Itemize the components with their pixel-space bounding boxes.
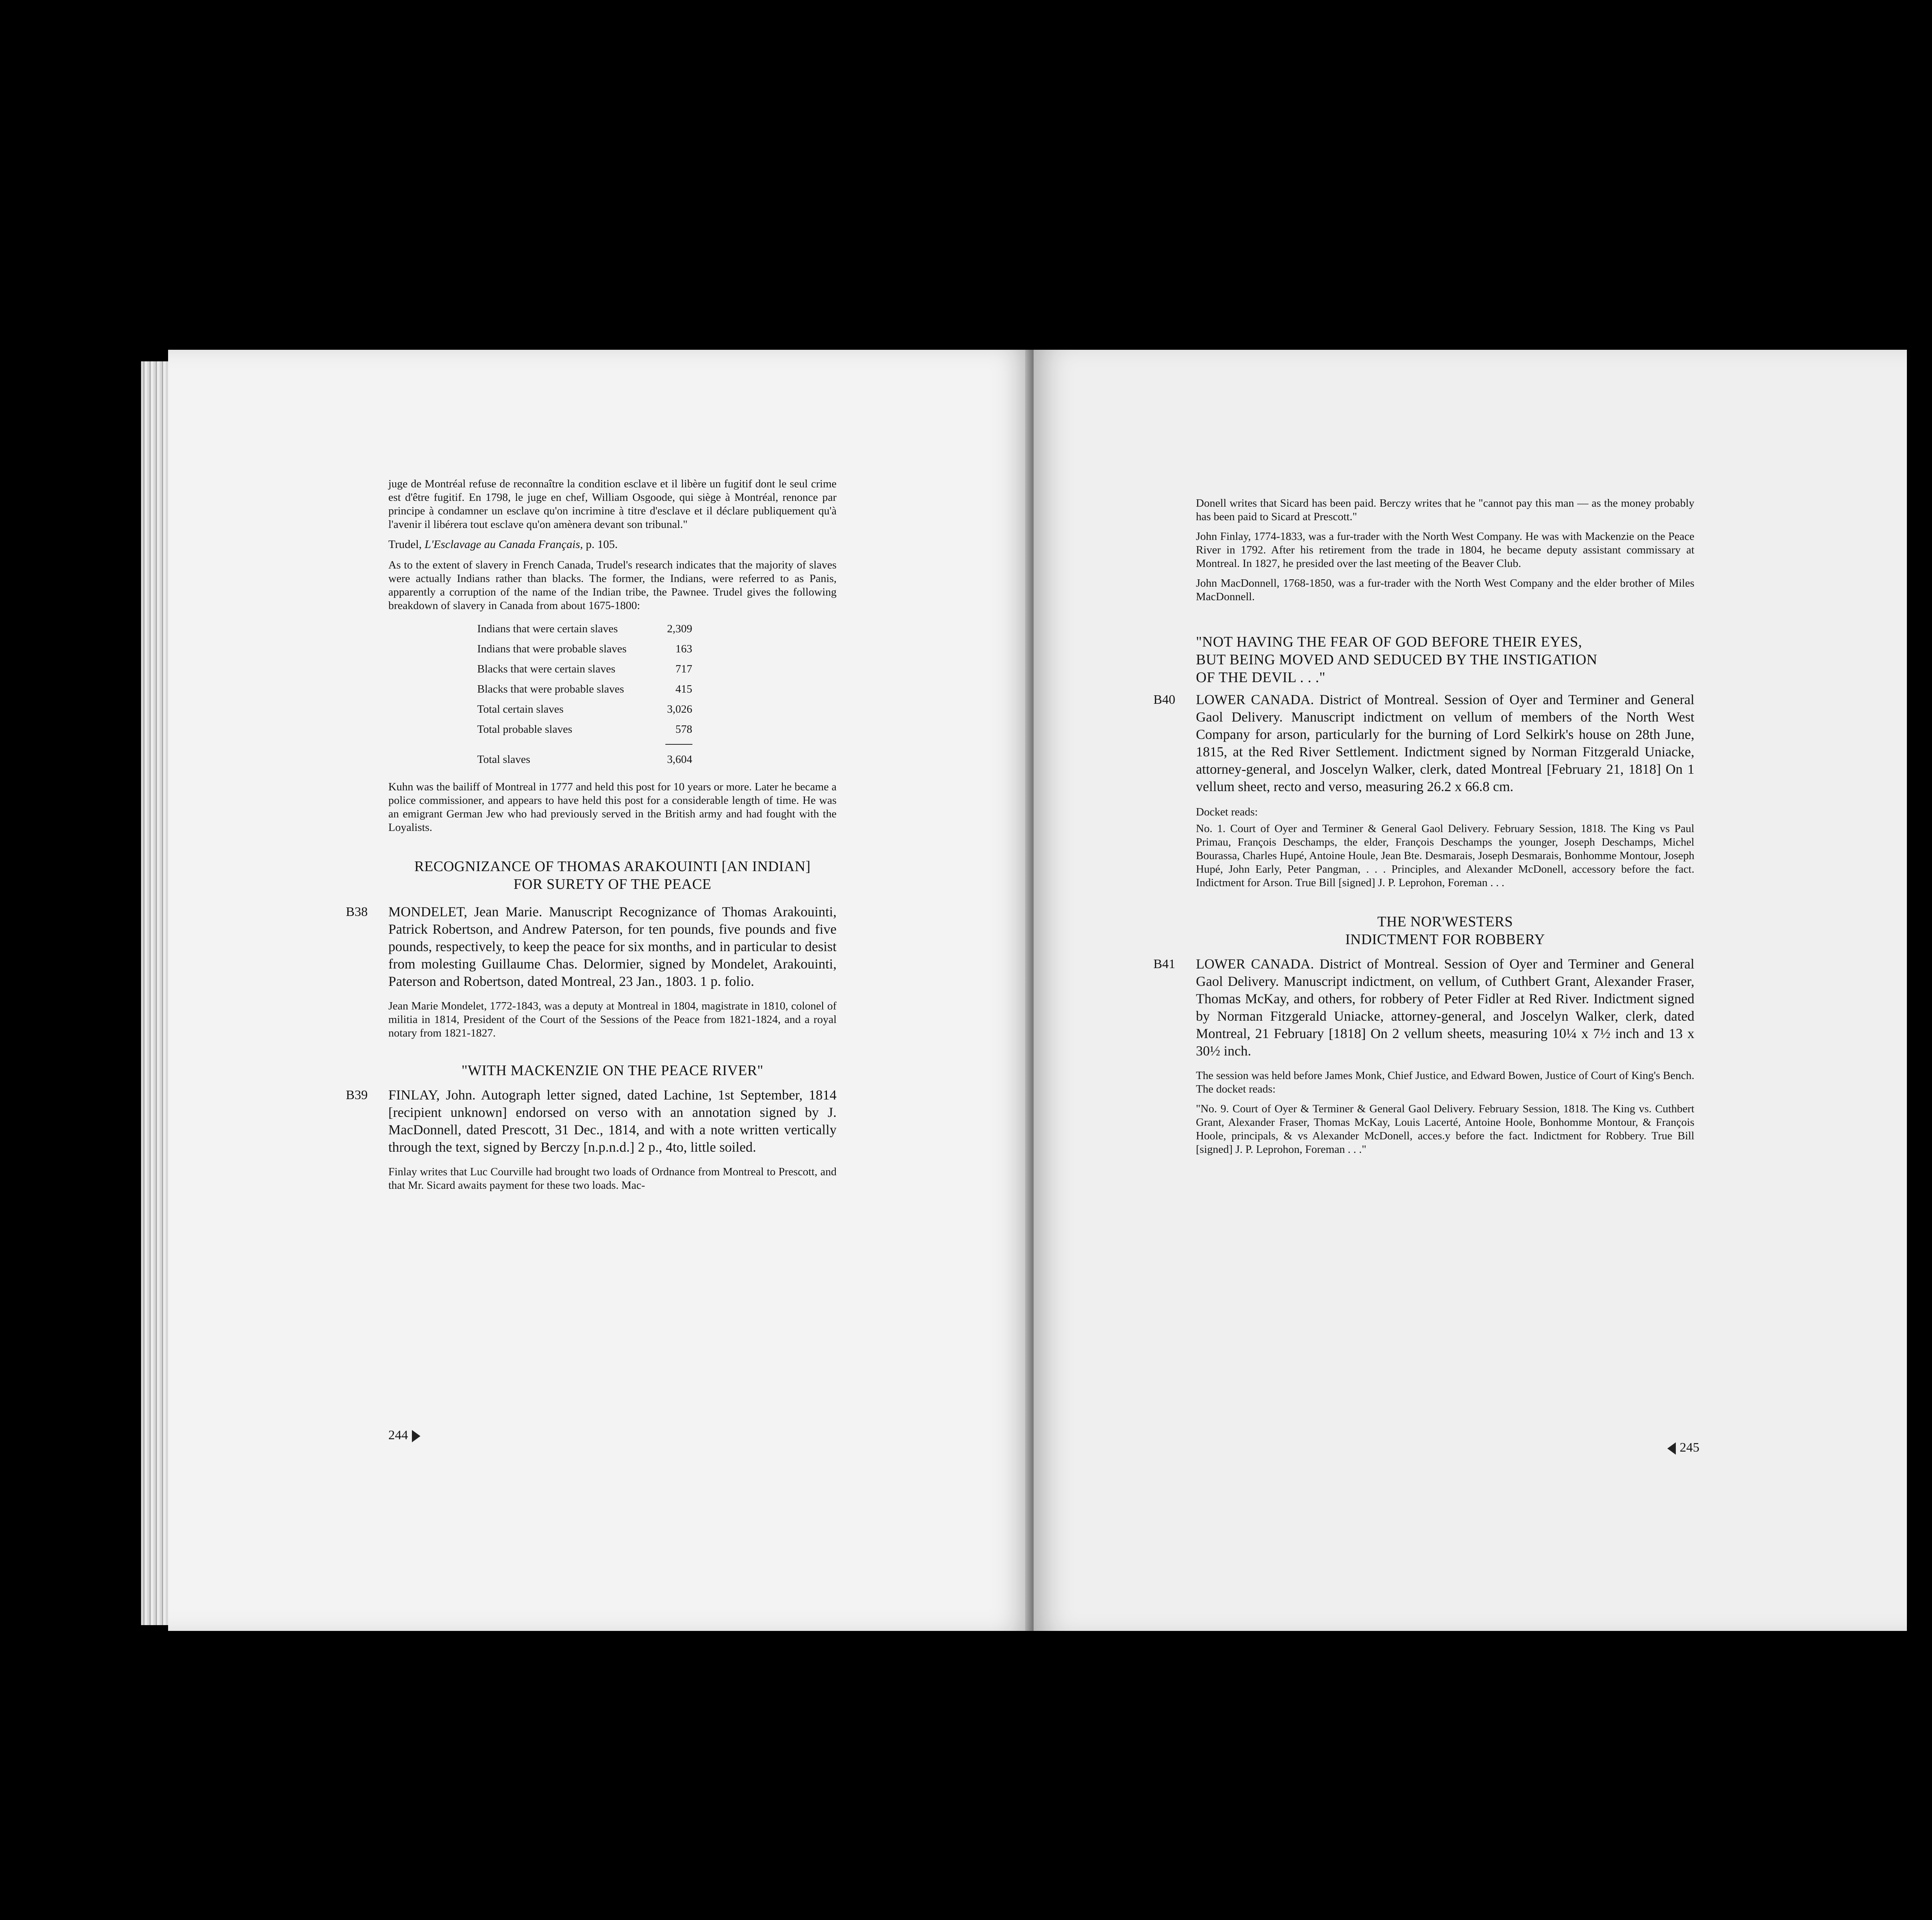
table-row: [477, 659, 692, 679]
slavery-intro: As to the extent of slavery in French Canada, Trudel's research indicates that the majority of slaves were actually Indians rather than blacks. The former, the Indians, were referred to as Panis, apparently a corruption of the name of the Indian tribe, the Pawnee. Trudel gives the following breakdown of slavery in Canada from about 1675-1800:: [388, 559, 837, 612]
table-row: [477, 699, 692, 719]
slavery-table: [477, 619, 692, 769]
table-label: Total slaves: [477, 753, 531, 766]
right-arrow-icon: [412, 1430, 420, 1442]
citation-page: p. 105.: [586, 538, 618, 551]
table-value: 415: [675, 683, 692, 695]
citation: [388, 538, 837, 551]
entry-number: B40: [1153, 693, 1175, 707]
b40-docket: No. 1. Court of Oyer and Terminer & General Gaol Delivery. February Session, 1818. The King vs Paul Primau, François Deschamps, the elder, François Deschamps the younger, Joseph Deschamps, Michel Bourassa, Charles Hupé, Antoine Houle, Jean Bte. Desmarais, Joseph Desmarais, Bonhomme Montour, Joseph Hupé, John Early, Peter Pangman, . . . Principles, and Alexander McDonell, accessory before the fact. Indictment for Arson. True Bill [signed] J. P. Leprohon, Foreman . . .: [1196, 822, 1694, 889]
heading-line: THE NOR'WESTERS: [1377, 914, 1513, 930]
continued-note: Donell writes that Sicard has been paid. Berczy writes that he "cannot pay this man — as the money probably has been paid to Sicard at Prescott.": [1196, 497, 1694, 523]
page-edges: [141, 361, 172, 1625]
citation-author: Trudel,: [388, 538, 422, 551]
right-column: [1153, 497, 1694, 1163]
heading-line: OF THE DEVIL . . .": [1196, 669, 1326, 686]
folio-text: 244: [388, 1428, 408, 1442]
heading-line: "NOT HAVING THE FEAR OF GOD BEFORE THEIR EYES,: [1196, 634, 1582, 650]
b40-heading: [1196, 633, 1694, 686]
b38-heading: [388, 858, 837, 893]
table-label: Indians that were probable slaves: [477, 643, 627, 655]
folio-text: 245: [1680, 1440, 1699, 1455]
right-page: [1034, 350, 1907, 1631]
entry-b41: [1153, 955, 1694, 1060]
table-value: 3,026: [667, 703, 692, 715]
table-value: 717: [675, 663, 692, 675]
left-arrow-icon: [1667, 1442, 1676, 1455]
macdonnell-note: John MacDonnell, 1768-1850, was a fur-trader with the North West Company and the elder brother of Miles MacDonnell.: [1196, 577, 1694, 603]
b41-heading: [1196, 913, 1694, 948]
heading-line: BUT BEING MOVED AND SEDUCED BY THE INSTIGATION: [1196, 652, 1597, 668]
table-value: 163: [675, 643, 692, 655]
entry-b39: [346, 1086, 837, 1156]
kuhn-note: Kuhn was the bailiff of Montreal in 1777 and held this post for 10 years or more. Later he became a police commissioner, and appears to have held this post for a considerable length of time. He was an emigrant German Jew who had previously served in the British army and had fought with the Loyalists.: [388, 781, 837, 834]
table-value: 578: [675, 723, 692, 735]
entry-b38: [346, 903, 837, 990]
entry-number: B38: [346, 905, 368, 919]
table-label: Total certain slaves: [477, 703, 564, 715]
entry-b40: [1153, 691, 1694, 795]
entry-number: B41: [1153, 957, 1175, 971]
slavery-total-row: [477, 739, 692, 769]
page-number-left: [388, 1428, 420, 1443]
table-label: Indians that were certain slaves: [477, 623, 618, 635]
table-row: [477, 719, 692, 739]
entry-text: MONDELET, Jean Marie. Manuscript Recognizance of Thomas Arakouinti, Patrick Robertson, and Andrew Paterson, for ten pounds, five pounds and five pounds, respectively, to keep the peace for six months, and in particular to desist from molesting Guillaume Chas. Delormier, signed by Mondelet, Arakouinti, Paterson and Robertson, dated Montreal, 23 Jan., 1803. 1 p. folio.: [388, 904, 837, 989]
entry-number: B39: [346, 1088, 368, 1102]
heading-line: INDICTMENT FOR ROBBERY: [1345, 931, 1545, 948]
entry-text: LOWER CANADA. District of Montreal. Session of Oyer and Terminer and General Gaol Delivery. Manuscript indictment on vellum of members of the North West Company for arson, particularly for the burning of Lord Selkirk's house on 28th June, 1815, at the Red River Settlement. Indictment signed by Norman Fitzgerald Uniacke, attorney-general, and Joscelyn Walker, clerk, dated Montreal [February 21, 1818] On 1 vellum sheet, recto and verso, measuring 26.2 x 66.8 cm.: [1196, 692, 1694, 794]
finlay-note: John Finlay, 1774-1833, was a fur-trader with the North West Company. He was with Mackenzie on the Peace River in 1792. After his retirement from the trade in 1804, he became deputy assistant commissary at Montreal. In 1827, he presided over the last meeting of the Beaver Club.: [1196, 530, 1694, 570]
table-label: Blacks that were certain slaves: [477, 663, 616, 675]
page-number-right: [1667, 1440, 1699, 1455]
docket-label: Docket reads:: [1196, 806, 1258, 818]
b38-note: Jean Marie Mondelet, 1772-1843, was a deputy at Montreal in 1804, magistrate in 1810, colonel of militia in 1814, President of the Court of the Sessions of the Peace from 1821-1824, and a royal notary from 1821-1827.: [388, 1000, 837, 1039]
citation-title: L'Esclavage au Canada Français,: [424, 538, 583, 551]
table-row: [477, 619, 692, 639]
open-book: [141, 350, 1907, 1631]
table-label: Blacks that were probable slaves: [477, 683, 624, 695]
b39-heading: "WITH MACKENZIE ON THE PEACE RIVER": [461, 1062, 764, 1079]
heading-line: RECOGNIZANCE OF THOMAS ARAKOUINTI [AN INDIAN]: [414, 858, 811, 875]
heading-line: FOR SURETY OF THE PEACE: [514, 876, 711, 892]
entry-text: FINLAY, John. Autograph letter signed, dated Lachine, 1st September, 1814 [recipient unknown] endorsed on verso with an annotation signed by J. MacDonnell, dated Prescott, 31 Dec., 1814, and with a note written vertically through the text, signed by Berczy [n.p.n.d.] 2 p., 4to, little soiled.: [388, 1087, 837, 1155]
entry-text: LOWER CANADA. District of Montreal. Session of Oyer and Terminer and General Gaol Delivery. Manuscript indictment, on vellum, of Cuthbert Grant, Alexander Fraser, Thomas McKay, and others, for robbery of Peter Fidler at Red River. Indictment signed by Norman Fitzgerald Uniacke, attorney-general, and Joscelyn Walker, clerk, dated Montreal, 21 February [1818] On 2 vellum sheets, measuring 10¼ x 7½ inch and 13 x 30½ inch.: [1196, 956, 1694, 1059]
left-page: [168, 350, 1034, 1631]
left-column: [346, 477, 837, 1198]
b41-note: The session was held before James Monk, Chief Justice, and Edward Bowen, Justice of Court of King's Bench. The docket reads:: [1196, 1069, 1694, 1095]
b41-docket: "No. 9. Court of Oyer & Terminer & General Gaol Delivery. February Session, 1818. The King vs. Cuthbert Grant, Alexander Fraser, Thomas McKay, Louis Lacerté, Antoine Hoole, Bonhomme Montour, & François Hoole, principals, & vs Alexander McDonell, acces.y before the fact. Indictment for Robbery. True Bill [signed] J. P. Leprohon, Foreman . . .": [1196, 1103, 1694, 1156]
table-value: 3,604: [627, 739, 692, 769]
table-row: [477, 639, 692, 659]
table-row: [477, 679, 692, 699]
french-quote: juge de Montréal refuse de reconnaître la condition esclave et il libère un fugitif dont le seul crime est d'être fugitif. En 1798, le juge en chef, William Osgoode, qui siège à Montréal, renonce par principe à condamner un esclave qu'on incrimine à titre d'esclave et il déclare publiquement qu'à l'avenir il libérera tout esclave qu'on amènera devant son tribunal.": [388, 478, 837, 531]
table-value: 2,309: [667, 623, 692, 635]
table-label: Total probable slaves: [477, 723, 573, 735]
b39-note: Finlay writes that Luc Courville had brought two loads of Ordnance from Montreal to Prescott, and that Mr. Sicard awaits payment for these two loads. Mac-: [388, 1166, 837, 1191]
